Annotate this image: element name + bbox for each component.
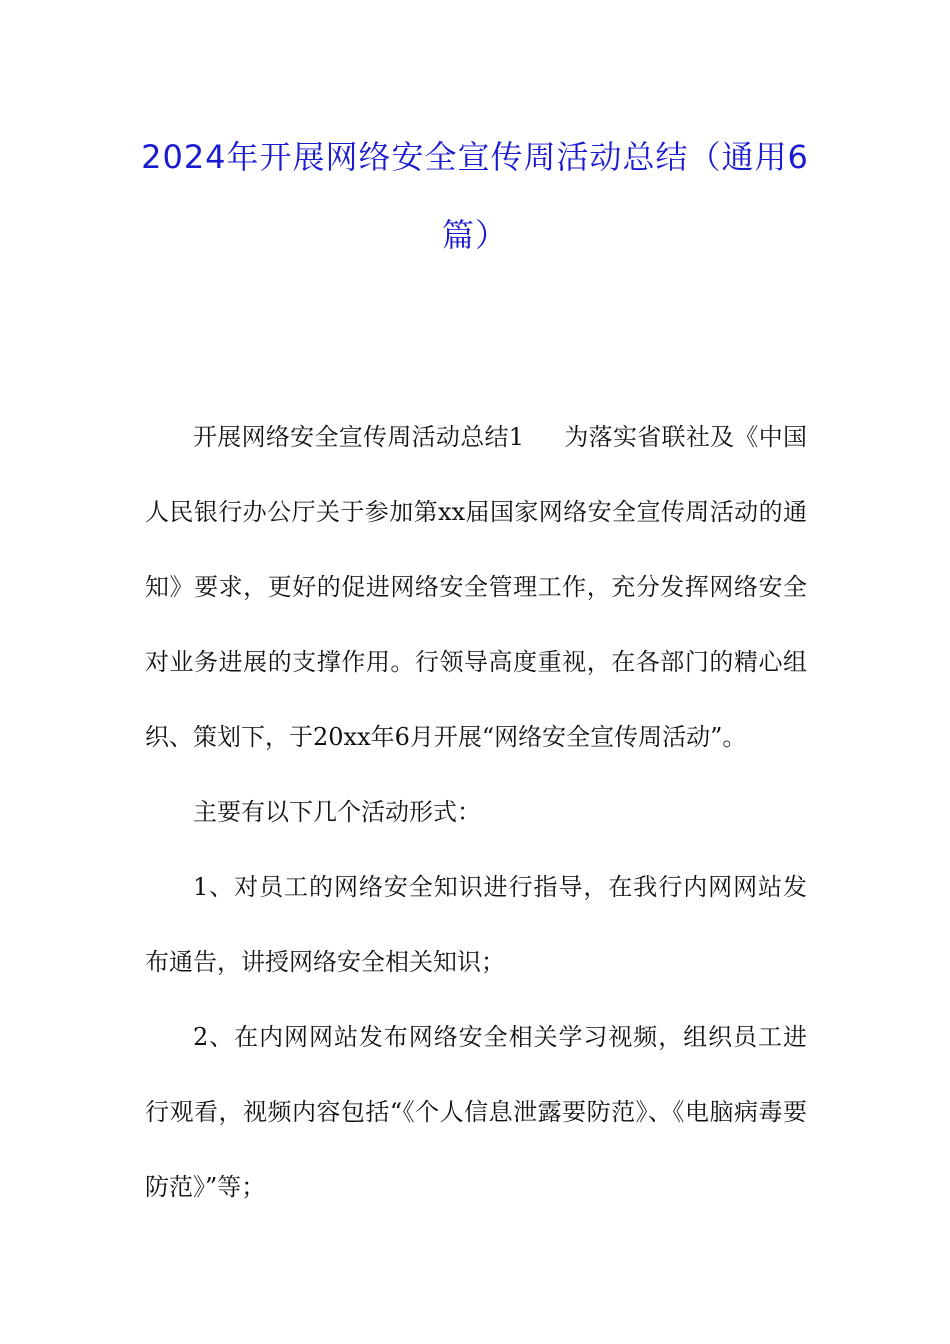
paragraph-text: 为落实省联社及《中国人民银行办公厅关于参加第xx届国家网络安全宣传周活动的通知》要求，更好的促进网络安全管理工作，充分发挥网络安全对业务进展的支撑作用。行领导高度重视，在各部门的精心组织、策划下，于20xx年6月开展“网络安全宣传周活动”。 (145, 423, 807, 751)
paragraph-1 (145, 400, 807, 775)
paragraph-4: 2、在内网网站发布网络安全相关学习视频，组织员工进行观看，视频内容包括“《个人信息泄露要防范》、《电脑病毒要防范》”等； (145, 1023, 807, 1201)
section-heading: 开展网络安全宣传周活动总结1 (193, 423, 525, 451)
paragraph-2: 主要有以下几个活动形式： (193, 798, 481, 826)
paragraph-3: 1、对员工的网络安全知识进行指导，在我行内网网站发布通告，讲授网络安全相关知识； (145, 873, 807, 976)
document-body (145, 400, 807, 1225)
document-title: 2024年开展网络安全宣传周活动总结（通用6篇） (141, 138, 809, 254)
